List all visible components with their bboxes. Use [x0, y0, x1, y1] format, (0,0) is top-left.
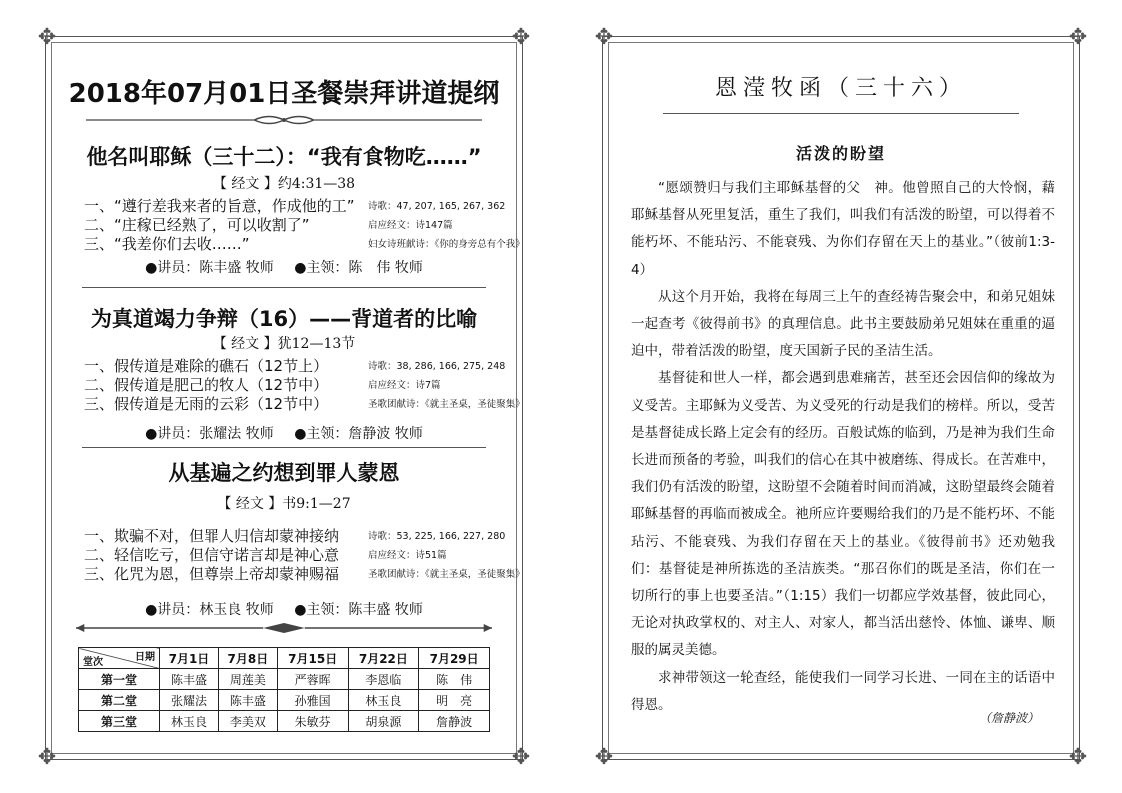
right-page [594, 25, 1088, 770]
corner-ornament-icon: ✥ [594, 745, 614, 770]
speaker: ●讲员：林玉良 牧师 [145, 602, 274, 618]
table-corner-cell: 日期 堂次 [79, 648, 160, 669]
table-cell: 陈丰盛 [218, 690, 277, 711]
section-divider [82, 287, 486, 288]
divider-ornament-icon [76, 621, 492, 635]
table-row [79, 690, 490, 711]
service-label: 第二堂 [79, 690, 160, 711]
leader: ●主领：陈 伟 牧师 [294, 260, 423, 276]
sermon-point: 二、假传道是肥己的牧人（12节中） [84, 376, 329, 394]
sermon-point: 一、“遵行差我来者的旨意，作成他的工” [84, 197, 355, 215]
sermon-point: 三、假传道是无雨的云彩（12节中） [84, 395, 329, 413]
sermon-point: 一、欺骗不对，但罪人归信却蒙神接纳 [84, 527, 340, 545]
corner-ornament-icon: ✥ [511, 25, 531, 50]
date-header: 7月1日 [160, 648, 219, 669]
table-cell: 李恩临 [348, 669, 419, 690]
letter-paragraph: 求神带领这一轮查经，能使我们一同学习长进、一同在主的话语中得恩。 [631, 669, 1055, 713]
sermon-title: 为真道竭力争辩（16）——背道者的比喻 [90, 307, 478, 331]
divider-ornament-icon [86, 113, 482, 127]
sermon-scripture: 【 经文 】犹12—13节 [212, 336, 356, 352]
date-header: 7月8日 [218, 648, 277, 669]
preacher-schedule-table [78, 647, 490, 732]
table-cell: 明 亮 [419, 690, 490, 711]
leader: ●主领：詹静波 牧师 [294, 426, 423, 442]
choir-anthem: 妇女诗班献诗：《你的身旁总有个我》 [368, 239, 525, 250]
service-label: 第一堂 [79, 669, 160, 690]
leader: ●主领：陈丰盛 牧师 [294, 602, 423, 618]
date-header: 7月15日 [277, 648, 348, 669]
table-cell: 胡泉源 [348, 711, 419, 732]
sermon-title: 从基遍之约想到罪人蒙恩 [168, 461, 400, 485]
sermon-scripture: 【 经文 】书9:1—27 [217, 496, 351, 512]
corner-ornament-icon: ✥ [594, 25, 614, 50]
table-cell: 陈丰盛 [160, 669, 219, 690]
letter-paragraph: “愿颂赞归与我们主耶稣基督的父 神。他曾照自己的大怜悯，藉耶稣基督从死里复活，重生了我们，叫我们有活泼的盼望，可以得着不能朽坏、不能玷污、不能衰残、为你们存留在天上的基业。”（彼前1:3-4） [631, 180, 1055, 278]
letter-signature: （詹静波） [978, 711, 1039, 725]
speaker: ●讲员：张耀法 牧师 [145, 426, 274, 442]
sermon-scripture: 【 经文 】约4:31—38 [212, 176, 356, 192]
hymn-list: 诗歌：47, 207, 165, 267, 362 [368, 201, 506, 212]
sermon-title: 他名叫耶稣（三十二）：“我有食物吃……” [86, 145, 482, 169]
letter-body [631, 175, 1055, 719]
table-cell: 李美双 [218, 711, 277, 732]
title-divider [663, 113, 1019, 114]
table-row [79, 669, 490, 690]
sermon-notes [368, 357, 525, 414]
table-cell: 陈 伟 [419, 669, 490, 690]
choir-anthem: 圣歌团献诗：《就主圣桌，圣徒聚集》 [368, 569, 525, 580]
corner-ornament-icon: ✥ [1068, 745, 1088, 770]
sermon-points [84, 357, 374, 414]
corner-ornament-icon: ✥ [37, 25, 57, 50]
table-cell: 孙雅国 [277, 690, 348, 711]
table-cell: 詹静波 [419, 711, 490, 732]
table-header-row [79, 648, 490, 669]
sermon-point: 二、轻信吃亏，但信守诺言却是神心意 [84, 546, 340, 564]
sermon-ministers [46, 599, 522, 619]
table-cell: 张耀法 [160, 690, 219, 711]
date-header: 7月22日 [348, 648, 419, 669]
left-page [37, 25, 531, 770]
responsive-reading: 启应经文：诗7篇 [368, 380, 441, 391]
table-cell: 严蓉晖 [277, 669, 348, 690]
speaker: ●讲员：陈丰盛 牧师 [145, 260, 274, 276]
date-header: 7月29日 [419, 648, 490, 669]
sermon-point: 三、化咒为恩，但尊崇上帝却蒙神赐福 [84, 565, 340, 583]
table-cell: 林玉良 [160, 711, 219, 732]
table-cell: 林玉良 [348, 690, 419, 711]
table-cell: 朱敏芬 [277, 711, 348, 732]
sermon-points [84, 197, 374, 254]
sermon-point: 一、假传道是难除的礁石（12节上） [84, 357, 329, 375]
table-cell: 周莲美 [218, 669, 277, 690]
sermon-point: 三、“我差你们去收……” [84, 235, 250, 253]
letter-paragraph: 基督徒和世人一样，都会遇到患难痛苦，甚至还会因信仰的缘故为义受苦。主耶稣为义受苦、为义受死的行动是我们的榜样。所以，受苦是基督徒成长路上定会有的经历。百般试炼的临到，乃是神为我们生命长进而预备的考验，叫我们的信心在其中被磨练、得成长。在苦难中，我们仍有活泼的盼望，这盼望不会随着时间而消减，这盼望最终会随着耶稣基督的再临而被成全。祂所应许要赐给我们的乃是不能朽坏、不能玷污、不能衰残、为我们存留在天上的基业。《彼得前书》还劝勉我们：基督徒是神所拣选的圣洁族类。“那召你们的既是圣洁，你们在一切所行的事上也要圣洁。”（1:15）我们一切都应学效基督，彼此同心，无论对执政掌权的、对主人、对家人，都当活出慈怜、体恤、谦卑、顺服的属灵美德。 [631, 370, 1055, 659]
page-title: 2018年07月01日圣餐崇拜讲道提纲 [68, 79, 500, 109]
sermon-notes [368, 197, 525, 254]
responsive-reading: 启应经文：诗51篇 [368, 550, 447, 561]
letter-subtitle: 活泼的盼望 [795, 144, 886, 163]
table-row [79, 711, 490, 732]
sermon-ministers [46, 423, 522, 443]
sermon-ministers [46, 257, 522, 277]
hymn-list: 诗歌：38, 286, 166, 275, 248 [368, 361, 506, 372]
responsive-reading: 启应经文：诗147篇 [368, 220, 453, 231]
corner-ornament-icon: ✥ [37, 745, 57, 770]
corner-ornament-icon: ✥ [1068, 25, 1088, 50]
sermon-notes [368, 527, 525, 584]
service-label: 第三堂 [79, 711, 160, 732]
letter-paragraph: 从这个月开始，我将在每周三上午的查经祷告聚会中，和弟兄姐妹一起查考《彼得前书》的真理信息。此书主要鼓励弟兄姐妹在重重的逼迫中，带着活泼的盼望，度天国新子民的圣洁生活。 [631, 288, 1055, 360]
corner-ornament-icon: ✥ [511, 745, 531, 770]
sermon-point: 二、“庄稼已经熟了，可以收割了” [84, 216, 310, 234]
section-divider [82, 447, 486, 448]
pastoral-letter-title: 恩滢牧函（三十六） [714, 76, 967, 101]
sermon-points [84, 527, 374, 584]
hymn-list: 诗歌：53, 225, 166, 227, 280 [368, 531, 506, 542]
choir-anthem: 圣歌团献诗：《就主圣桌，圣徒聚集》 [368, 399, 525, 410]
